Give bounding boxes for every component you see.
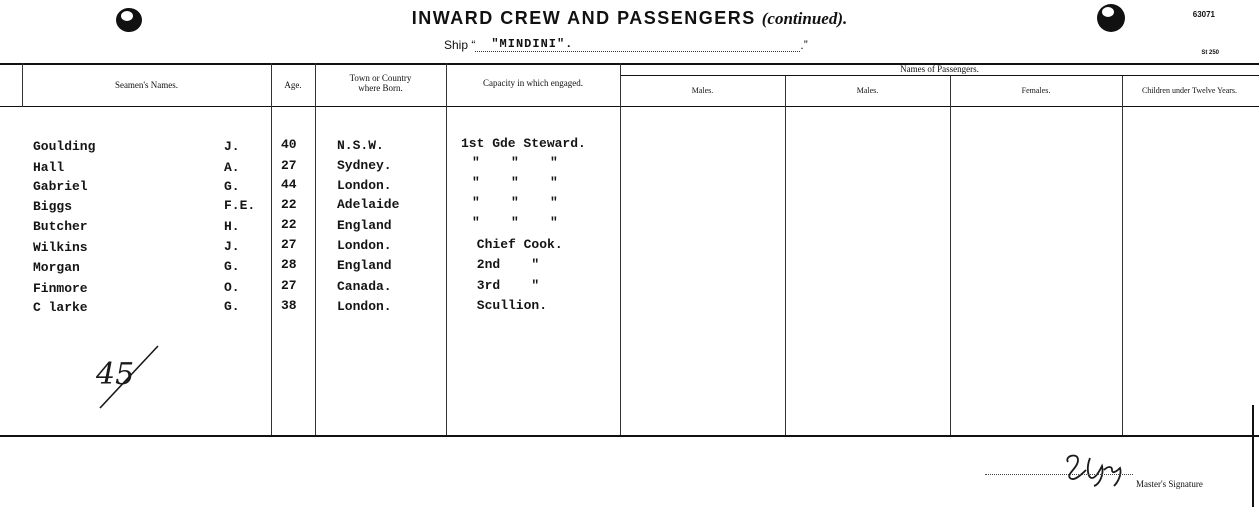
crew-surname: Butcher (33, 219, 88, 234)
header-seamens-names: Seamen's Names. (114, 80, 179, 90)
crew-surname: Goulding (33, 139, 96, 154)
master-signature (1060, 448, 1140, 488)
crew-age: 27 (281, 278, 297, 293)
crew-capacity: Chief Cook. (469, 237, 563, 252)
column-rule (620, 63, 621, 435)
crew-birthplace: Canada. (337, 279, 392, 294)
header-passengers-group: Names of Passengers. (900, 64, 979, 74)
column-rule (271, 63, 272, 435)
crew-age: 22 (281, 217, 297, 232)
ship-suffix: .” (800, 38, 808, 52)
crew-initial: J. (224, 139, 240, 154)
tally-text: 45 (96, 357, 135, 392)
ship-name-field (475, 38, 800, 52)
title-suffix: (continued). (761, 9, 848, 28)
ship-prefix: Ship “ (444, 38, 476, 52)
crew-initial: O. (224, 280, 240, 295)
crew-age: 27 (281, 158, 297, 173)
crew-capacity: " " " (472, 155, 558, 170)
signature-label: Master's Signature (1136, 479, 1203, 489)
crew-surname: Wilkins (33, 240, 88, 255)
crew-birthplace: London. (337, 299, 392, 314)
right-edge-rule (1252, 405, 1254, 507)
page-title (0, 8, 1259, 29)
header-bottom-rule (0, 106, 1259, 107)
column-rule (1122, 76, 1123, 435)
crew-surname: Finmore (33, 281, 88, 296)
crew-capacity: 1st Gde Steward. (461, 136, 586, 151)
crew-birthplace: England (337, 218, 392, 233)
crew-initial: H. (224, 219, 240, 234)
crew-birthplace: London. (337, 238, 392, 253)
column-rule (950, 76, 951, 435)
table-bottom-rule (0, 435, 1259, 437)
crew-birthplace: N.S.W. (337, 138, 384, 153)
crew-initial: G. (224, 299, 240, 314)
handwritten-tally (88, 338, 168, 418)
ship-name: "MINDINI". (491, 37, 574, 51)
crew-capacity: 2nd " (469, 257, 540, 272)
crew-age: 22 (281, 197, 297, 212)
crew-capacity: Scullion. (469, 298, 548, 313)
crew-surname: Hall (33, 160, 65, 175)
crew-age: 40 (281, 137, 297, 152)
crew-capacity: 3rd " (469, 278, 540, 293)
crew-capacity: " " " (472, 175, 558, 190)
passenger-group-rule (620, 75, 1259, 76)
header-town-line1: Town or Country (349, 73, 412, 83)
form-number: 63071 (1192, 10, 1215, 19)
crew-surname: Biggs (33, 199, 73, 214)
crew-age: 27 (281, 237, 297, 252)
crew-birthplace: England (337, 258, 392, 273)
crew-age: 38 (281, 298, 297, 313)
crew-initial: F.E. (224, 198, 256, 213)
crew-age: 44 (281, 177, 297, 192)
header-town (315, 73, 446, 93)
crew-surname: C larke (33, 300, 88, 315)
header-age: Age. (284, 80, 302, 90)
crew-birthplace: London. (337, 178, 392, 193)
header-males-2: Males. (856, 86, 879, 95)
header-females: Females. (1021, 86, 1051, 95)
crew-capacity: " " " (472, 215, 558, 230)
crew-surname: Gabriel (33, 179, 88, 194)
column-rule (315, 63, 316, 435)
crew-initial: J. (224, 239, 240, 254)
crew-surname: Morgan (33, 260, 80, 275)
crew-initial: G. (224, 259, 240, 274)
crew-birthplace: Sydney. (337, 158, 392, 173)
crew-initial: G. (224, 179, 240, 194)
crew-capacity: " " " (472, 195, 558, 210)
ship-line (444, 38, 808, 52)
crew-birthplace: Adelaide (337, 197, 400, 212)
header-capacity: Capacity in which engaged. (483, 78, 583, 88)
header-town-line2: where Born. (358, 83, 403, 93)
header-males-1: Males. (691, 86, 714, 95)
signature-line (985, 474, 1133, 475)
crew-initial: A. (224, 160, 240, 175)
column-rule (785, 76, 786, 435)
crew-age: 28 (281, 257, 297, 272)
stock-number: St 250 (1201, 50, 1219, 56)
column-rule (446, 63, 447, 435)
title-text: INWARD CREW AND PASSENGERS (411, 8, 756, 28)
header-children: Children under Twelve Years. (1141, 86, 1238, 95)
